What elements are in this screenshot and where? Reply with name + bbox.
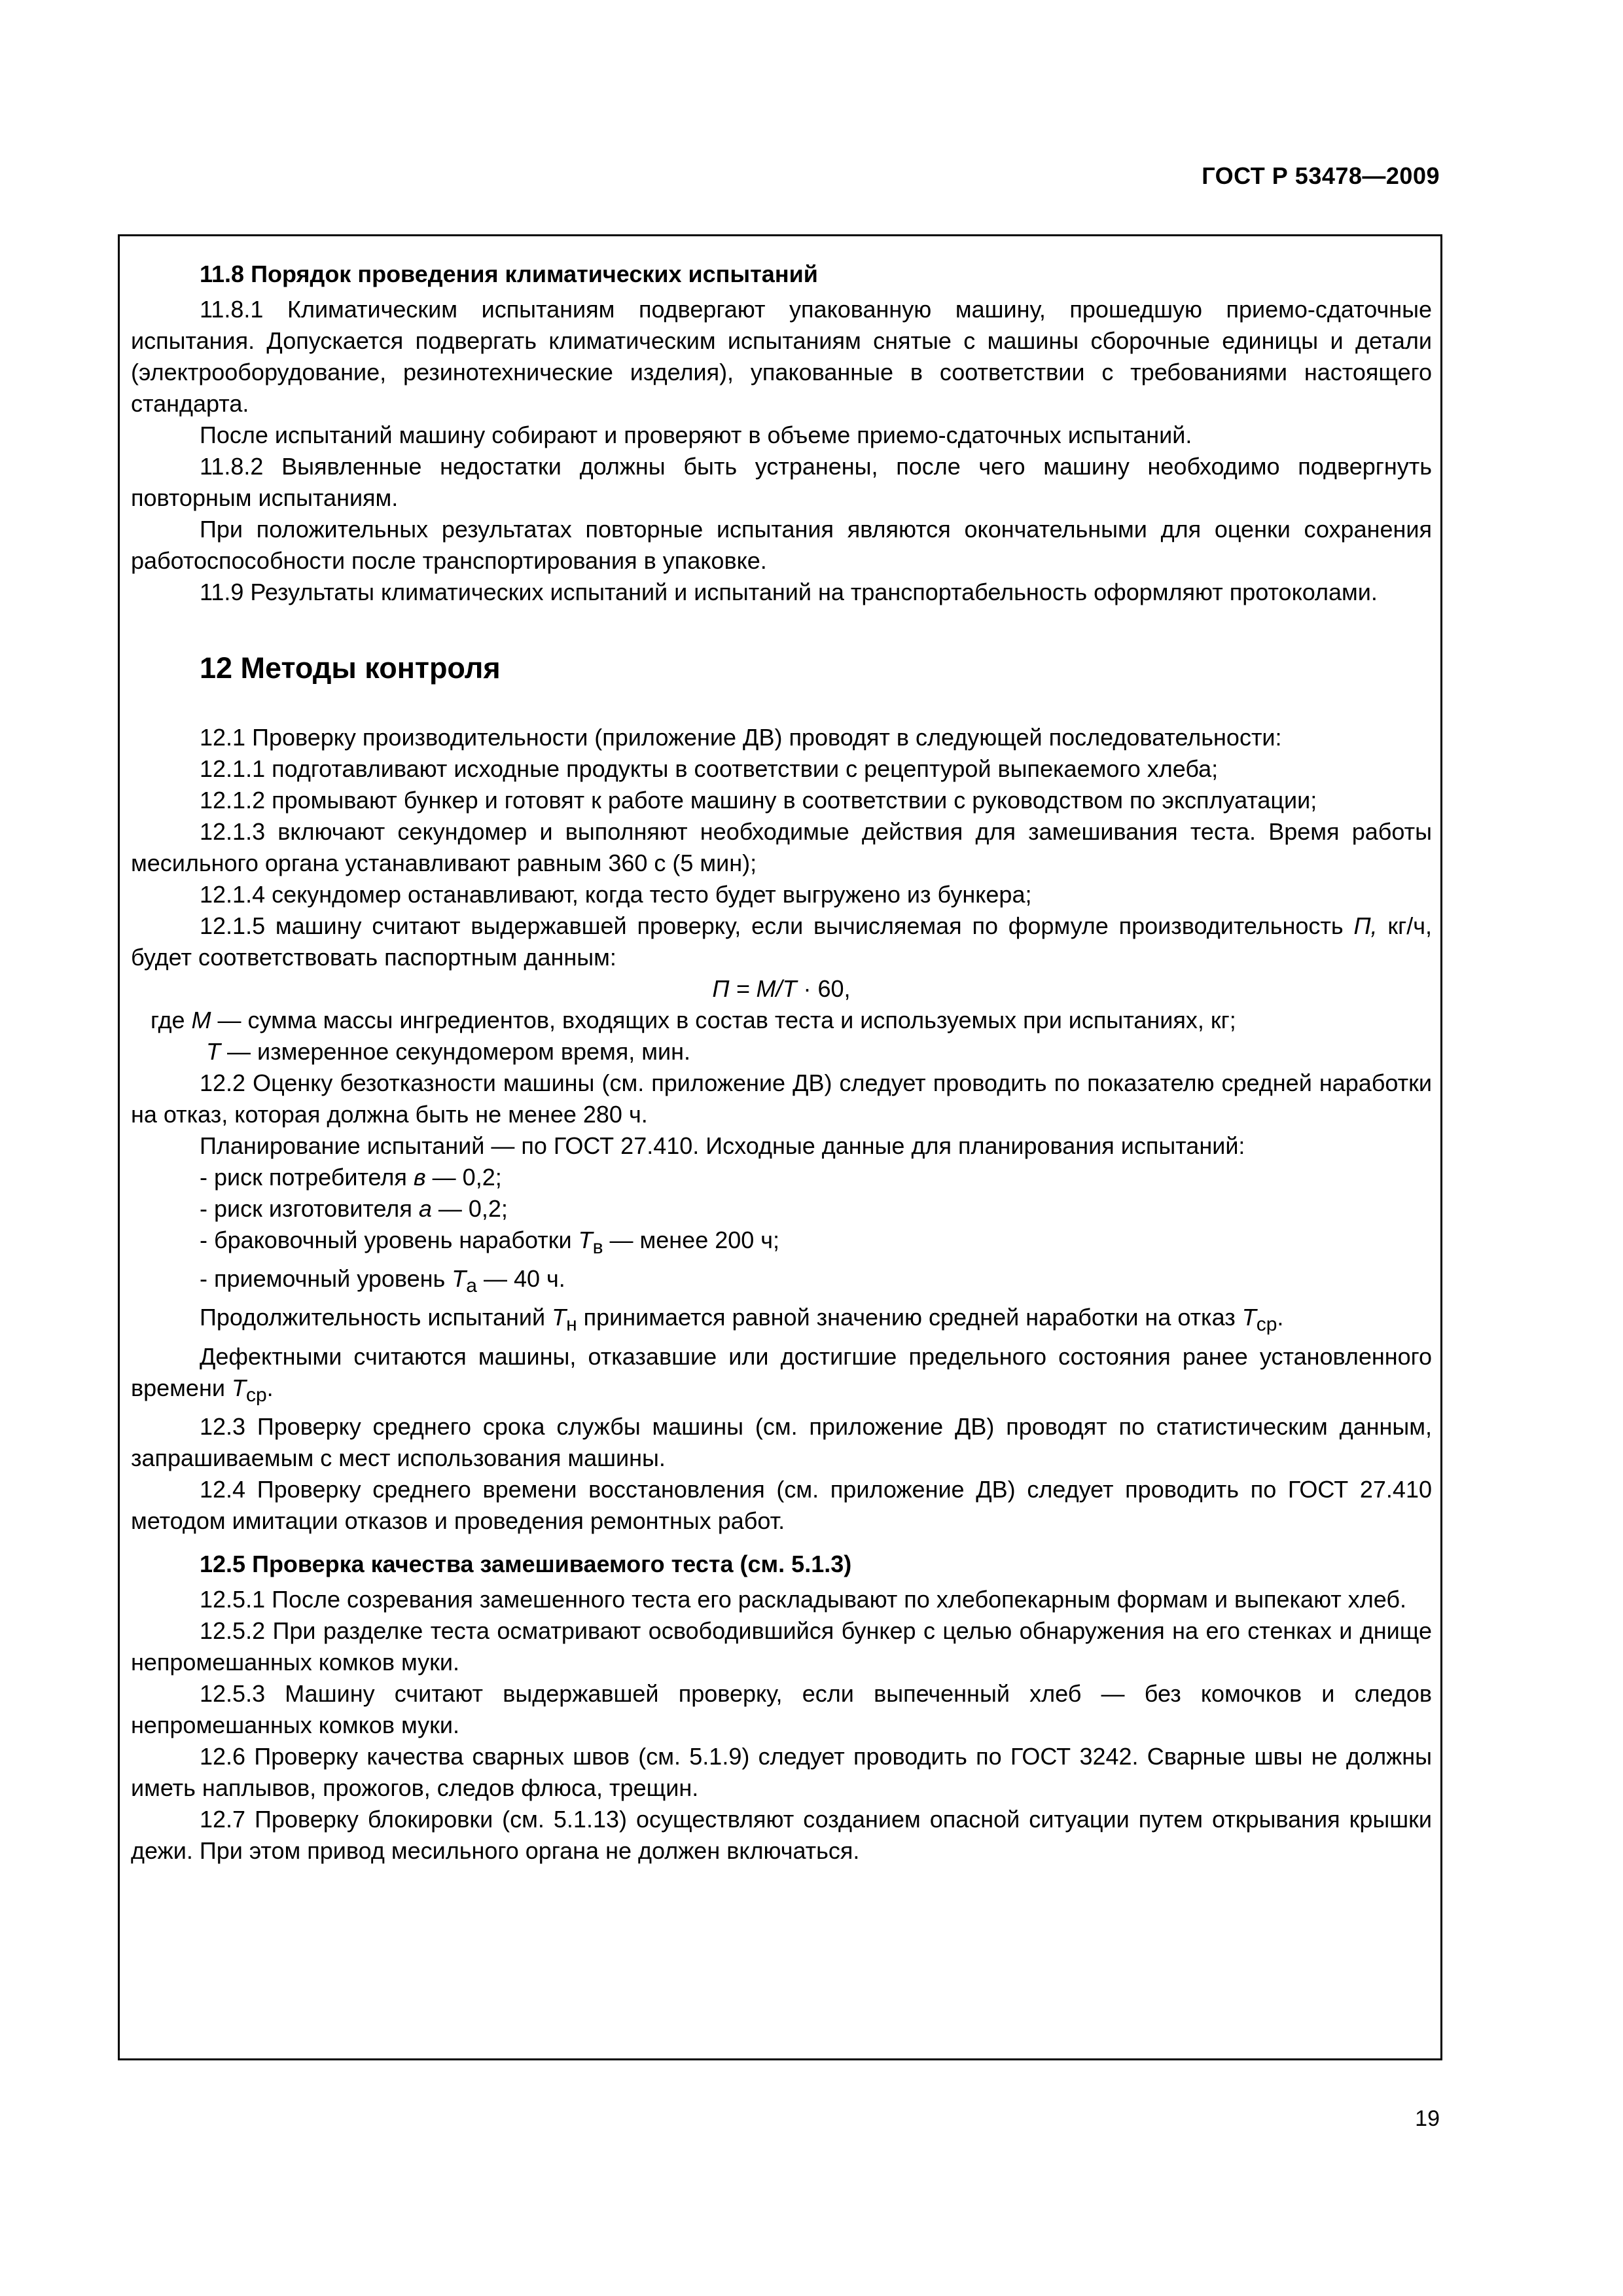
subscript: а (466, 1275, 477, 1297)
section-heading-12: 12 Методы контроля (200, 651, 501, 685)
paragraph-12-1: 12.1 Проверку производительности (приложение ДВ) проводят в следующей последовательности: (200, 724, 1282, 751)
subscript: в (592, 1236, 603, 1259)
variable-M: М (191, 1007, 211, 1033)
formula-left: П = М/Т (712, 975, 797, 1002)
paragraph-12-5-3: 12.5.3 Машину считают выдержавшей проверку, если выпеченный хлеб — без комочков и следов непромешанных комков муки. (131, 1679, 1432, 1738)
page-number: 19 (1415, 2106, 1440, 2131)
paragraph-12-6: 12.6 Проверку качества сварных швов (см. 5.1.9) следует проводить по ГОСТ 3242. Сварные швы не должны иметь наплывов, прожогов, следов флюса, трещин. (131, 1742, 1432, 1801)
subscript: ср (245, 1384, 267, 1406)
subsection-heading-12-5: 12.5 Проверка качества замешиваемого теста (см. 5.1.3) (200, 1550, 852, 1577)
paragraph-12-2: 12.2 Оценку безотказности машины (см. приложение ДВ) следует проводить по показателю средней наработки на отказ, которая должна быть не менее 280 ч. (131, 1069, 1432, 1128)
paragraph-12-1-2: 12.1.2 промывают бункер и готовят к работе машину в соответствии с руководством по эксплуатации; (200, 787, 1317, 814)
list-item-text: - приемочный уровень (200, 1265, 452, 1293)
variable-T: Т (578, 1227, 593, 1253)
legend-M-text: — сумма массы ингредиентов, входящих в состав теста и используемых при испытаниях, кг; (211, 1007, 1236, 1033)
paragraph-12-1-5-text: 12.1.5 машину считают выдержавшей проверку, если вычисляемая по формуле производительность (200, 912, 1354, 939)
paragraph-11-8-2: 11.8.2 Выявленные недостатки должны быть устранены, после чего машину необходимо подвергнуть повторным испытаниям. (131, 453, 1432, 511)
variable-P: П, (1353, 912, 1378, 939)
list-item-acceptance-level (131, 1263, 1432, 1302)
formula-productivity (131, 973, 1432, 1005)
variable-b: в (413, 1164, 426, 1191)
list-item-value: — 0,2; (425, 1164, 502, 1191)
list-item-text: - риск изготовителя (200, 1195, 419, 1222)
paragraph-defective (131, 1341, 1432, 1411)
list-item-producer-risk (131, 1193, 1432, 1225)
paragraph-12-2-planning: Планирование испытаний — по ГОСТ 27.410. Исходные данные для планирования испытаний: (200, 1132, 1245, 1159)
period: . (1277, 1304, 1284, 1331)
paragraph-11-8-1-after: После испытаний машину собирают и проверяют в объеме приемо-сдаточных испытаний. (200, 422, 1192, 448)
variable-T: Т (452, 1265, 467, 1293)
list-item-text: - риск потребителя (200, 1164, 414, 1191)
paragraph-12-1-5 (131, 910, 1432, 973)
variable-T: Т (206, 1038, 221, 1065)
paragraph-12-4: 12.4 Проверку среднего времени восстановления (см. приложение ДВ) следует проводить по ГОСТ 27.410 методом имитации отказов и проведения ремонтных работ. (131, 1475, 1432, 1534)
subscript: н (566, 1314, 577, 1336)
variable-T: Т (552, 1304, 567, 1331)
paragraph-12-1-1: 12.1.1 подготавливают исходные продукты в соответствии с рецептурой выпекаемого хлеба; (200, 755, 1219, 782)
variable-T: Т (1241, 1304, 1257, 1331)
paragraph-12-7: 12.7 Проверку блокировки (см. 5.1.13) осуществляют созданием опасной ситуации путем открывания крышки дежи. При этом привод месильного органа не должен включаться. (131, 1805, 1432, 1864)
paragraph-11-8-2-repeat: При положительных результатах повторные испытания являются окончательными для оценки сохранения работоспособности после транспортирования в упаковке. (131, 516, 1432, 574)
variable-T: Т (231, 1374, 246, 1401)
list-item-value: — 40 ч. (476, 1265, 565, 1293)
duration-text: Продолжительность испытаний (200, 1304, 552, 1331)
list-item-text: - браковочный уровень наработки (200, 1227, 579, 1253)
paragraph-12-5-1: 12.5.1 После созревания замешенного теста его раскладывают по хлебопекарным формам и выпекают хлеб. (200, 1585, 1407, 1613)
formula-legend-T (131, 1036, 1432, 1067)
legend-T-text: — измеренное секундомером время, мин. (221, 1038, 691, 1065)
subscript: ср (1256, 1314, 1277, 1336)
paragraph-12-1-4: 12.1.4 секундомер останавливают, когда тесто будет выгружено из бункера; (200, 881, 1032, 908)
paragraph-test-duration (131, 1302, 1432, 1340)
paragraph-12-5-2: 12.5.2 При разделке теста осматривают освободившийся бункер с целью обнаружения на его стенках и днище непромешанных комков муки. (131, 1617, 1432, 1676)
list-item-consumer-risk (131, 1162, 1432, 1193)
paragraph-12-1-5-text-end: кг/ч, будет соответствовать паспортным данным: (131, 912, 1432, 971)
list-item-value: — менее 200 ч; (603, 1227, 780, 1253)
paragraph-11-8-1: 11.8.1 Климатическим испытаниям подвергают упакованную машину, прошедшую приемо-сдаточные испытания. Допускается подвергать климатическим испытаниям снятые с машины сборочные единицы и детали (электрооборудование, резинотехнические изделия), упакованные в соответствии с требованиями настоящего стандарта. (131, 296, 1432, 417)
variable-a: а (418, 1195, 432, 1222)
subsection-heading-11-8: 11.8 Порядок проведения климатических испытаний (200, 260, 818, 287)
list-item-value: — 0,2; (431, 1195, 508, 1222)
formula-right: · 60, (796, 975, 851, 1002)
spacer (131, 1537, 1432, 1549)
legend-prefix: где (151, 1007, 192, 1033)
paragraph-12-1-3: 12.1.3 включают секундомер и выполняют необходимые действия для замешивания теста. Время работы месильного органа устанавливают равным 360 с (5 мин); (131, 818, 1432, 876)
paragraph-11-9: 11.9 Результаты климатических испытаний и испытаний на транспортабельность оформляют протоколами. (200, 579, 1378, 605)
defective-text: Дефектными считаются машины, отказавшие или достигшие предельного состояния ранее установленного времени (131, 1342, 1432, 1401)
page-content (131, 259, 1432, 1867)
document-code: ГОСТ Р 53478—2009 (1202, 162, 1440, 189)
list-item-rejection-level (131, 1225, 1432, 1263)
paragraph-12-3: 12.3 Проверку среднего срока службы машины (см. приложение ДВ) проводят по статистическим данным, запрашиваемым с мест использования машины. (131, 1412, 1432, 1471)
period: . (266, 1374, 274, 1401)
formula-legend-M (131, 1005, 1432, 1036)
duration-text-end: принимается равной значению средней наработки на отказ (577, 1304, 1242, 1331)
